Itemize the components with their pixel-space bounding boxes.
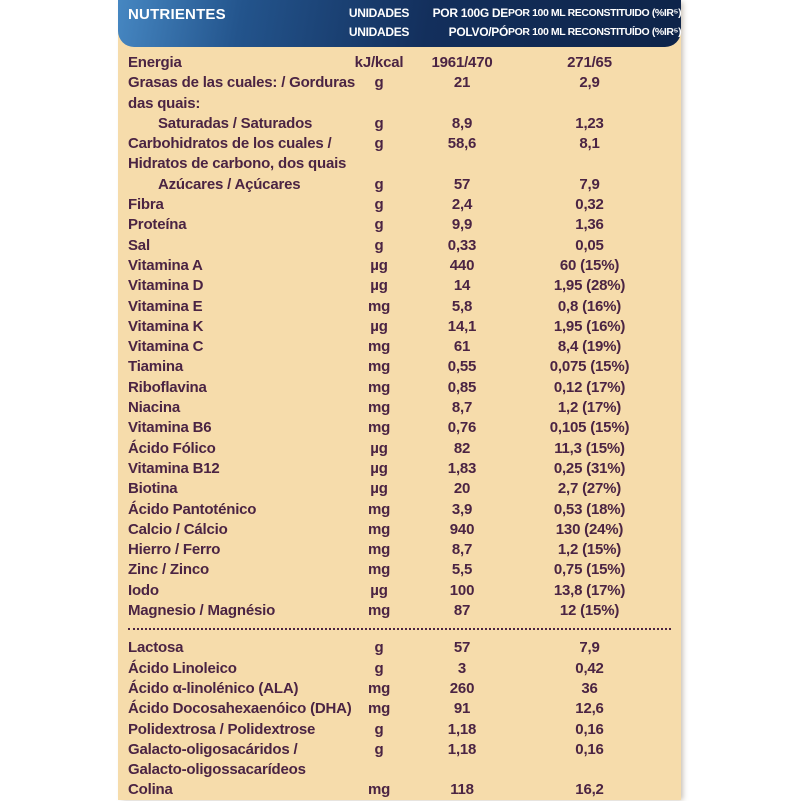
unit-cell: mg: [367, 700, 391, 718]
per-100ml-value: 12,6: [575, 700, 604, 718]
per-100ml-value: 0,32: [575, 196, 604, 214]
section-divider: [128, 628, 671, 630]
unit-cell: mg: [367, 338, 391, 356]
unit-cell: g: [374, 196, 384, 214]
per-100ml-value: 1,95 (16%): [553, 317, 626, 335]
per-100ml-value: 0,42: [575, 659, 604, 677]
nutrient-row: [128, 418, 671, 438]
nutrient-name: [128, 73, 356, 114]
per-100ml-value: 8,1: [579, 135, 600, 153]
nutrient-name: [128, 236, 342, 256]
nutrient-name: [128, 398, 342, 418]
nutrient-name: [128, 357, 342, 377]
per-100g-value: 61: [453, 338, 471, 356]
nutrient-name-line1: Energia: [128, 54, 182, 71]
unit-cell: g: [374, 639, 384, 657]
unit-cell: µg: [370, 317, 388, 335]
nutrient-name: [128, 439, 342, 459]
per-100ml-value: 2,7 (27%): [557, 480, 622, 498]
nutrient-name-line1: Vitamina D: [128, 277, 204, 295]
per-100ml-value: 0,12 (17%): [553, 378, 626, 396]
unit-cell: µg: [370, 459, 388, 477]
nutrient-row: [128, 459, 671, 479]
per-100g-value: 0,33: [447, 236, 477, 254]
nutrient-row: [128, 699, 671, 719]
nutrient-name: [128, 720, 342, 740]
per-100g-value: 14: [453, 277, 471, 295]
per-100ml-value: 8,4 (19%): [557, 338, 622, 356]
per-100g-value: 82: [453, 439, 471, 457]
nutrient-name: [128, 337, 342, 357]
nutrients-section-additional: [128, 638, 671, 800]
nutrient-name: [128, 134, 347, 175]
per-100ml-value: 1,2 (15%): [557, 541, 622, 559]
nutrient-name: [128, 540, 342, 560]
unit-cell: g: [374, 216, 384, 234]
per-100ml-value: 0,075 (15%): [549, 358, 630, 376]
nutrient-row: [128, 479, 671, 499]
per-100ml-value: 7,9: [579, 175, 600, 193]
nutrient-name: [128, 699, 352, 719]
per-100g-value: 1,18: [447, 740, 477, 758]
nutrient-name-line1: Carbohidratos de los cuales /: [128, 135, 332, 153]
per-100g-value: 2,4: [451, 196, 473, 214]
per-100ml-value: 1,2 (17%): [557, 399, 622, 417]
nutrient-row: [128, 297, 671, 317]
nutrient-row: [128, 276, 671, 296]
nutrient-name-line1: Vitamina B6: [128, 419, 212, 437]
unit-cell: mg: [367, 358, 391, 376]
nutrient-name-line1: Sal: [128, 236, 150, 254]
unit-cell: g: [374, 74, 384, 92]
per-100ml-value: 0,75 (15%): [553, 561, 626, 579]
nutrient-name-line1: Saturadas / Saturados: [158, 114, 313, 132]
nutrient-name-line1: Azúcares / Açúcares: [158, 175, 301, 193]
nutrient-name-line1: Vitamina C: [128, 338, 204, 356]
nutrient-row: [128, 720, 671, 740]
unit-cell: g: [374, 740, 384, 758]
unit-cell: mg: [367, 378, 391, 396]
per-100g-value: 8,7: [451, 541, 473, 559]
nutrient-row: [128, 195, 671, 215]
table-body: [118, 47, 681, 801]
nutrient-name-line1: Calcio / Cálcio: [128, 520, 228, 538]
per-100g-value: 118: [450, 781, 474, 799]
per-100g-value: 0,76: [447, 419, 477, 437]
per-100ml-value: 1,23: [575, 114, 604, 132]
header-units-line2: UNIDADES: [348, 25, 410, 39]
nutrient-name-line1: Vitamina A: [128, 256, 203, 274]
nutrient-row: [128, 236, 671, 256]
per-100g-value: 1,18: [447, 720, 477, 738]
per-100g-value: 57: [453, 639, 471, 657]
nutrient-name: [128, 378, 342, 398]
per-100g-value: 0,55: [447, 358, 477, 376]
unit-cell: g: [374, 135, 384, 153]
nutrient-row: [128, 500, 671, 520]
nutrient-row: [128, 114, 671, 134]
nutrient-row: [128, 337, 671, 357]
unit-cell: mg: [367, 602, 391, 620]
nutrient-row: [128, 134, 671, 175]
nutrient-name: [128, 114, 342, 134]
unit-cell: µg: [370, 256, 388, 274]
unit-cell: µg: [370, 581, 388, 599]
unit-cell: g: [374, 175, 384, 193]
nutrient-name-line1: Grasas de las cuales: / Gorduras: [128, 74, 356, 92]
header-per-100ml-line1: POR 100 ML RECONSTITUIDO (%IR⁵): [508, 7, 682, 19]
nutrient-name: [128, 317, 342, 337]
nutrient-row: [128, 581, 671, 601]
nutrient-name-line2: Galacto-oligossacarídeos: [128, 761, 306, 779]
nutrition-facts-table: [118, 0, 681, 800]
nutrient-name: [128, 679, 342, 699]
per-100g-value: 20: [453, 480, 471, 498]
per-100g-value: 57: [453, 175, 471, 193]
nutrient-name: [128, 53, 342, 73]
nutrient-name-line1: Iodo: [128, 581, 159, 599]
nutrient-row: [128, 659, 671, 679]
header-units-column: [342, 4, 416, 47]
nutrient-row: [128, 740, 671, 781]
nutrient-name-line1: Ácido Pantoténico: [128, 500, 257, 518]
nutrient-name-line1: Niacina: [128, 399, 180, 417]
nutrient-name-line1: Vitamina E: [128, 297, 203, 315]
nutrient-name: [128, 479, 342, 499]
per-100g-value: 1,83: [447, 459, 477, 477]
nutrient-row: [128, 398, 671, 418]
nutrient-name-line1: Vitamina K: [128, 317, 204, 335]
nutrient-name: [128, 195, 342, 215]
nutrient-row: [128, 175, 671, 195]
nutrient-row: [128, 560, 671, 580]
per-100g-value: 8,9: [451, 114, 473, 132]
per-100ml-value: 60 (15%): [559, 256, 620, 274]
header-nutrients-label: [128, 4, 342, 47]
nutrient-name: [128, 500, 342, 520]
per-100g-value: 1961/470: [431, 54, 493, 71]
per-100ml-value: 2,9: [579, 74, 600, 92]
header-per-100ml-column: [508, 4, 681, 47]
per-100g-value: 100: [449, 581, 475, 599]
nutrient-row: [128, 679, 671, 699]
nutrient-name: [128, 459, 342, 479]
nutrient-name-line1: Ácido Linoleico: [128, 659, 237, 677]
per-100ml-value: 0,25 (31%): [553, 459, 626, 477]
per-100g-value: 8,7: [451, 399, 473, 417]
per-100g-value: 3: [457, 659, 467, 677]
nutrient-row: [128, 601, 671, 621]
nutrient-name: [128, 780, 342, 800]
per-100ml-value: 0,53 (18%): [553, 500, 626, 518]
per-100g-value: 87: [453, 602, 471, 620]
per-100ml-value: 0,8 (16%): [557, 297, 622, 315]
per-100g-value: 91: [453, 700, 471, 718]
nutrient-name: [128, 659, 342, 679]
per-100g-value: 58,6: [447, 135, 477, 153]
unit-cell: mg: [367, 781, 391, 799]
nutrients-section-main: [128, 53, 671, 621]
header-per-100g-line2: POLVO/PÓ: [448, 25, 508, 39]
nutrient-name: [128, 256, 342, 276]
nutrient-row: [128, 317, 671, 337]
nutrient-name: [128, 418, 342, 438]
per-100g-value: 9,9: [451, 216, 473, 234]
unit-cell: mg: [367, 679, 391, 697]
nutrient-name-line1: Biotina: [128, 480, 178, 498]
nutrient-name-line1: Ácido Fólico: [128, 439, 216, 457]
nutrient-row: [128, 638, 671, 658]
per-100g-value: 5,8: [451, 297, 473, 315]
nutrient-name: [128, 560, 342, 580]
nutrient-row: [128, 53, 671, 73]
nutrient-row: [128, 256, 671, 276]
nutrient-row: [128, 215, 671, 235]
per-100ml-value: 0,05: [575, 236, 604, 254]
per-100ml-value: 12 (15%): [559, 602, 620, 620]
unit-cell: g: [374, 720, 384, 738]
nutrient-row: [128, 357, 671, 377]
unit-cell: mg: [367, 297, 391, 315]
per-100g-value: 260: [449, 679, 475, 697]
per-100ml-value: 0,16: [575, 720, 604, 738]
nutrient-row: [128, 378, 671, 398]
per-100ml-value: 130 (24%): [555, 520, 624, 538]
nutrient-name-line1: Polidextrosa / Polidextrose: [128, 720, 316, 738]
nutrient-name-line1: Colina: [128, 781, 173, 799]
nutrient-name-line1: Zinc / Zinco: [128, 561, 209, 579]
nutrient-name: [128, 297, 342, 317]
nutrient-name-line2: Hidratos de carbono, dos quais: [128, 155, 347, 173]
unit-cell: mg: [367, 419, 391, 437]
per-100ml-value: 16,2: [575, 781, 604, 799]
table-header: [118, 0, 681, 47]
nutrient-name: [128, 520, 342, 540]
header-per-100ml-line2: POR 100 ML RECONSTITUÍDO (%IR⁵): [508, 26, 682, 38]
unit-cell: mg: [367, 399, 391, 417]
header-per-100g-column: [416, 4, 508, 47]
per-100ml-value: 0,16: [575, 740, 604, 758]
nutrient-name: [128, 740, 342, 781]
nutrient-name-line1: Hierro / Ferro: [128, 541, 221, 559]
per-100ml-value: 1,36: [575, 216, 604, 234]
unit-cell: g: [374, 114, 384, 132]
unit-cell: µg: [370, 480, 388, 498]
per-100ml-value: 36: [581, 679, 598, 697]
per-100g-value: 5,5: [451, 561, 473, 579]
per-100g-value: 3,9: [451, 500, 473, 518]
unit-cell: µg: [370, 277, 388, 295]
nutrient-name-line1: Galacto-oligosacáridos /: [128, 740, 298, 758]
nutrient-row: [128, 520, 671, 540]
unit-cell: kJ/kcal: [354, 54, 404, 71]
nutrient-row: [128, 540, 671, 560]
unit-cell: mg: [367, 561, 391, 579]
nutrient-name-line1: Magnesio / Magnésio: [128, 602, 276, 620]
nutrient-name-line1: Ácido α-linolénico (ALA): [128, 679, 299, 697]
nutrient-name-line1: Riboflavina: [128, 378, 207, 396]
nutrient-row: [128, 439, 671, 459]
per-100ml-value: 0,105 (15%): [549, 419, 630, 437]
nutrient-name: [128, 215, 342, 235]
nutrient-name-line1: Tiamina: [128, 358, 184, 376]
per-100g-value: 14,1: [447, 317, 477, 335]
unit-cell: g: [374, 659, 384, 677]
nutrient-name-line1: Lactosa: [128, 639, 184, 657]
nutrient-row: [128, 780, 671, 800]
per-100g-value: 21: [453, 74, 471, 92]
per-100g-value: 440: [449, 256, 475, 274]
nutrient-name-line1: Fibra: [128, 196, 164, 214]
per-100ml-value: 271/65: [567, 54, 612, 71]
unit-cell: g: [374, 236, 384, 254]
per-100ml-value: 11,3 (15%): [554, 439, 625, 457]
unit-cell: mg: [367, 500, 391, 518]
header-units-line1: UNIDADES: [348, 6, 410, 20]
nutrient-name: [128, 581, 342, 601]
nutrient-name: [128, 638, 342, 658]
nutrient-name: [128, 175, 342, 195]
nutrient-name-line1: Ácido Docosahexaenóico (DHA): [128, 700, 352, 718]
unit-cell: mg: [367, 541, 391, 559]
nutrient-row: [128, 73, 671, 114]
per-100ml-value: 7,9: [579, 639, 600, 657]
unit-cell: µg: [370, 439, 388, 457]
per-100ml-value: 13,8 (17%): [553, 581, 626, 599]
per-100g-value: 940: [449, 520, 475, 538]
nutrient-name-line1: Vitamina B12: [128, 459, 220, 477]
nutrient-name: [128, 601, 342, 621]
per-100g-value: 0,85: [447, 378, 477, 396]
nutrient-name-line1: Proteína: [128, 216, 187, 234]
header-nutrients-text: NUTRIENTES: [128, 6, 226, 23]
per-100ml-value: 1,95 (28%): [553, 277, 626, 295]
nutrient-name-line2: das quais:: [128, 94, 201, 112]
unit-cell: mg: [367, 520, 391, 538]
nutrient-name: [128, 276, 342, 296]
header-per-100g-line1: POR 100G DE: [432, 6, 508, 20]
